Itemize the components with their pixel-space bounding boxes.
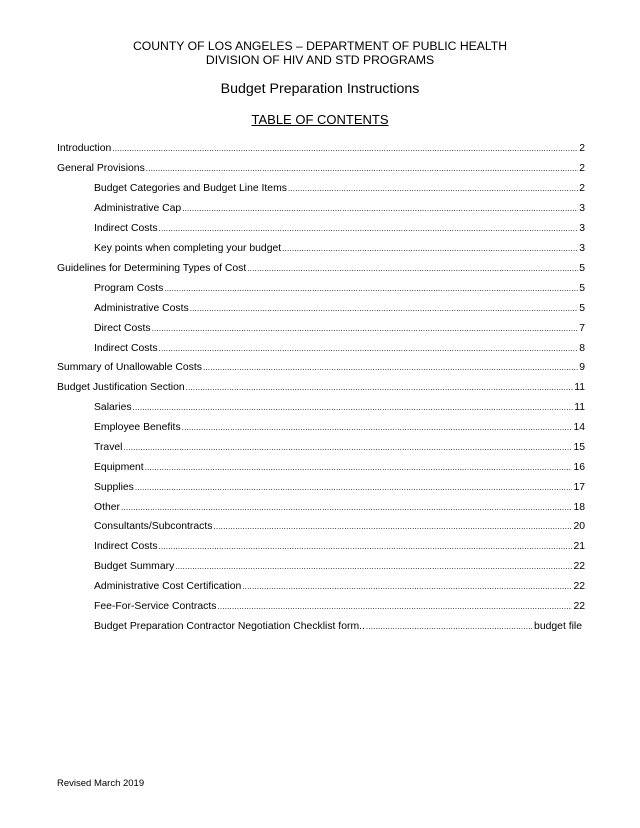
toc-dot-leader xyxy=(366,620,533,633)
toc-entry-title: Travel xyxy=(94,442,123,453)
toc-dot-leader xyxy=(159,540,573,553)
toc-entry-title: Other xyxy=(94,502,120,513)
toc-entry-page: 22 xyxy=(573,601,585,612)
toc-entry-indirect-costs[interactable] xyxy=(94,222,585,235)
toc-entry-travel[interactable] xyxy=(94,441,585,454)
toc-entry-title: Budget Preparation Contractor Negotiation Checklist form.. xyxy=(94,621,365,632)
toc-entry-title: Equipment xyxy=(94,462,144,473)
toc-dot-leader xyxy=(175,560,572,573)
toc-entry-title: Administrative Cost Certification xyxy=(94,581,242,592)
toc-entry-introduction[interactable] xyxy=(57,142,585,155)
toc-entry-page: 11 xyxy=(574,402,585,413)
toc-dot-leader xyxy=(159,222,579,235)
toc-dot-leader xyxy=(213,520,572,533)
toc-dot-leader xyxy=(159,342,579,355)
toc-dot-leader xyxy=(135,481,573,494)
toc-entry-title: Guidelines for Determining Types of Cost xyxy=(57,263,247,274)
toc-entry-salaries[interactable] xyxy=(94,401,585,414)
toc-entry-program-costs[interactable] xyxy=(94,282,585,295)
toc-entry-page: 2 xyxy=(579,163,585,174)
toc-entry-fee-for-service[interactable] xyxy=(94,600,585,613)
toc-entry-unallowable-costs[interactable] xyxy=(57,361,585,374)
toc-entry-page: 3 xyxy=(579,203,585,214)
toc-dot-leader xyxy=(242,580,572,593)
toc-dot-leader xyxy=(203,361,578,374)
toc-entry-title: Indirect Costs xyxy=(94,541,158,552)
toc-entry-title: Consultants/Subcontracts xyxy=(94,521,213,532)
toc-entry-negotiation-checklist[interactable] xyxy=(94,620,582,633)
toc-entry-key-points[interactable] xyxy=(94,242,585,255)
toc-dot-leader xyxy=(288,182,578,195)
toc-entry-title: Supplies xyxy=(94,482,134,493)
toc-entry-page: 2 xyxy=(579,143,585,154)
toc-entry-page: 14 xyxy=(573,422,585,433)
toc-entry-title: Employee Benefits xyxy=(94,422,181,433)
toc-entry-title: Administrative Costs xyxy=(94,303,189,314)
toc-entry-budget-categories[interactable] xyxy=(94,182,585,195)
toc-entry-title: General Provisions xyxy=(57,163,145,174)
toc-dot-leader xyxy=(190,302,579,315)
toc-entry-admin-cost-certification[interactable] xyxy=(94,580,585,593)
toc-entry-title: Administrative Cap xyxy=(94,203,182,214)
toc-entry-general-provisions[interactable] xyxy=(57,162,585,175)
document-title: Budget Preparation Instructions xyxy=(220,81,420,97)
toc-entry-title: Key points when completing your budget xyxy=(94,243,282,254)
toc-entry-title: Budget Justification Section xyxy=(57,382,185,393)
toc-entry-page: 17 xyxy=(573,482,585,493)
toc-entry-guidelines[interactable] xyxy=(57,262,585,275)
toc-entry-supplies[interactable] xyxy=(94,481,585,494)
toc-entry-direct-costs[interactable] xyxy=(94,322,585,335)
toc-entry-page: 18 xyxy=(573,502,585,513)
toc-dot-leader xyxy=(247,262,578,275)
toc-entry-title: Budget Categories and Budget Line Items xyxy=(94,183,287,194)
toc-entry-title: Salaries xyxy=(94,402,132,413)
toc-entry-page: 22 xyxy=(573,581,585,592)
toc-entry-page: 5 xyxy=(579,263,585,274)
toc-entry-page: 11 xyxy=(574,382,585,393)
toc-dot-leader xyxy=(186,381,574,394)
toc-entry-indirect-costs-justification[interactable] xyxy=(94,540,585,553)
toc-entry-page: 20 xyxy=(573,521,585,532)
toc-dot-leader xyxy=(164,282,578,295)
toc-entry-page: 3 xyxy=(579,243,585,254)
toc-entry-page: 7 xyxy=(579,323,585,334)
toc-entry-administrative-cap[interactable] xyxy=(94,202,585,215)
toc-entry-title: Program Costs xyxy=(94,283,164,294)
toc-entry-administrative-costs[interactable] xyxy=(94,302,585,315)
toc-entry-title: Indirect Costs xyxy=(94,343,158,354)
toc-entry-title: Direct Costs xyxy=(94,323,151,334)
toc-dot-leader xyxy=(182,421,573,434)
agency-header-line2: DIVISION OF HIV AND STD PROGRAMS xyxy=(205,53,435,67)
toc-entry-page: budget file xyxy=(534,621,582,632)
toc-entry-page: 5 xyxy=(579,303,585,314)
toc-entry-title: Budget Summary xyxy=(94,561,175,572)
toc-dot-leader xyxy=(152,322,579,335)
toc-entry-title: Fee-For-Service Contracts xyxy=(94,601,217,612)
toc-dot-leader xyxy=(217,600,572,613)
toc-entry-page: 2 xyxy=(579,183,585,194)
agency-header-line1: COUNTY OF LOS ANGELES – DEPARTMENT OF PUBLIC HEALTH xyxy=(132,39,508,53)
toc-entry-page: 15 xyxy=(573,442,585,453)
toc-dot-leader xyxy=(112,142,578,155)
toc-entry-page: 9 xyxy=(579,362,585,373)
toc-dot-leader xyxy=(123,441,572,454)
toc-entry-title: Indirect Costs xyxy=(94,223,158,234)
toc-dot-leader xyxy=(146,162,578,175)
toc-entry-title: Summary of Unallowable Costs xyxy=(57,362,202,373)
toc-entry-title: Introduction xyxy=(57,143,112,154)
toc-entry-indirect-costs[interactable] xyxy=(94,342,585,355)
toc-entry-consultants-subcontracts[interactable] xyxy=(94,520,585,533)
toc-dot-leader xyxy=(182,202,578,215)
toc-entry-page: 3 xyxy=(579,223,585,234)
toc-entry-other[interactable] xyxy=(94,501,585,514)
toc-entry-budget-summary[interactable] xyxy=(94,560,585,573)
toc-dot-leader xyxy=(145,461,573,474)
toc-entry-page: 16 xyxy=(573,462,585,473)
toc-entry-page: 22 xyxy=(573,561,585,572)
toc-entry-equipment[interactable] xyxy=(94,461,585,474)
toc-entry-page: 21 xyxy=(573,541,585,552)
toc-dot-leader xyxy=(282,242,578,255)
toc-entry-budget-justification[interactable] xyxy=(57,381,585,394)
toc-entry-employee-benefits[interactable] xyxy=(94,421,585,434)
toc-dot-leader xyxy=(133,401,574,414)
revision-date: Revised March 2019 xyxy=(57,778,145,789)
toc-dot-leader xyxy=(121,501,572,514)
toc-entry-page: 8 xyxy=(579,343,585,354)
toc-heading: TABLE OF CONTENTS xyxy=(251,112,389,127)
toc-entry-page: 5 xyxy=(579,283,585,294)
